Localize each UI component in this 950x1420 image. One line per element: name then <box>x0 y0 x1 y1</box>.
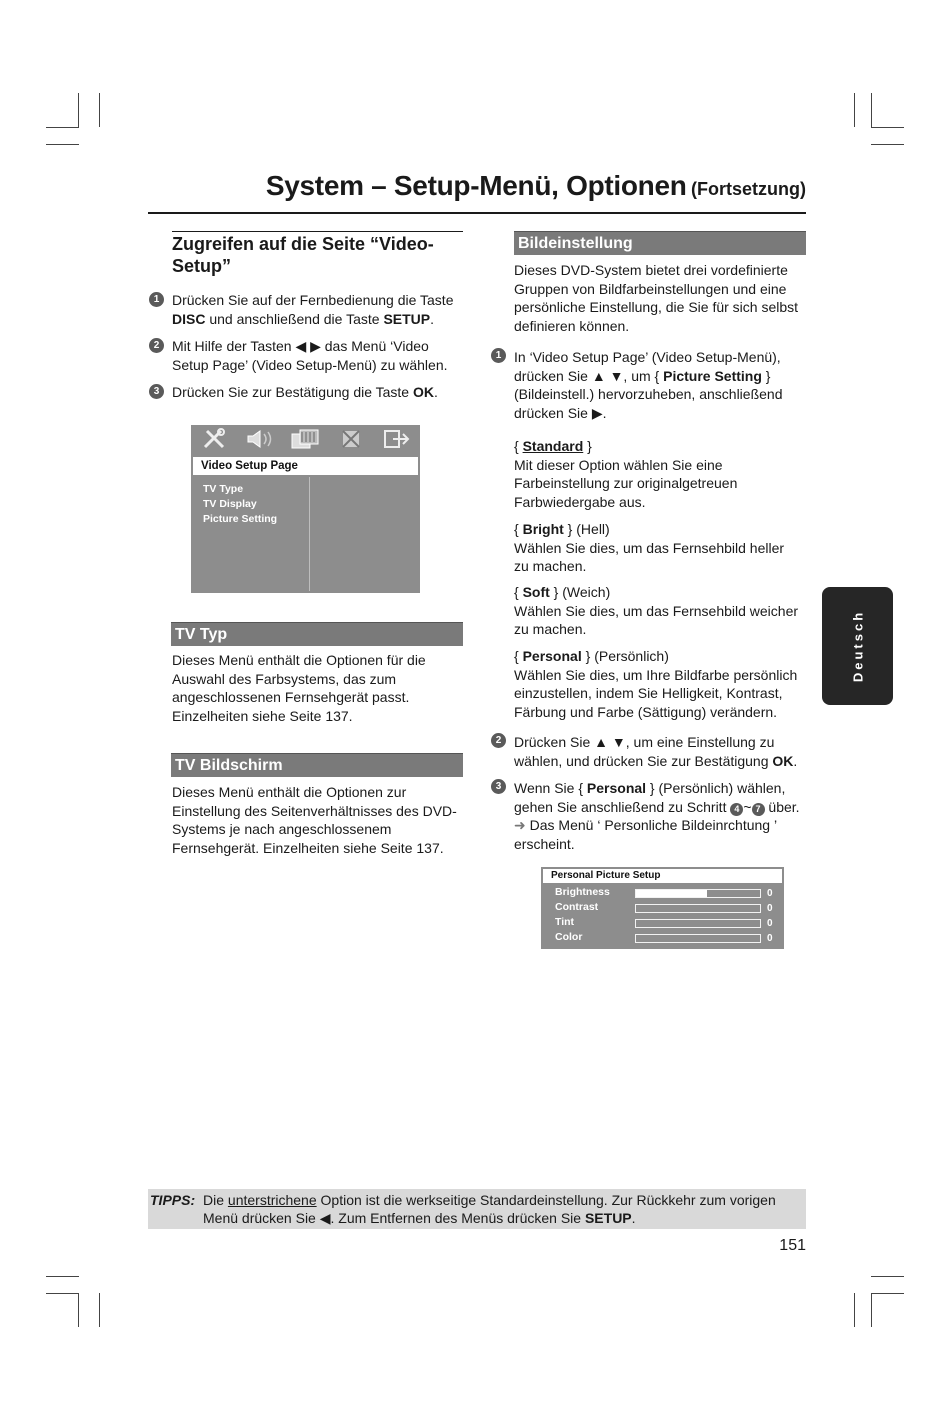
brightness-slider[interactable] <box>635 889 761 898</box>
step-text: Mit Hilfe der Tasten ◀ ▶ das Menü ‘Video Setup Page’ (Video Setup-Menü) zu wählen. <box>172 338 448 373</box>
step-text: Drücken Sie ▲ ▼, um eine Einstellung zu wählen, und drücken Sie zur Bestätigung OK. <box>514 734 798 769</box>
osd-row-label: Tint <box>555 916 575 928</box>
slider-fill <box>636 890 707 897</box>
option-personal: { Personal } (Persönlich) Wählen Sie dies, um Ihre Bildfarbe persönlich einzustellen, indem Sie Helligkeit, Kontrast, Färbung und Farbe (Sättigung) verändern. <box>514 648 798 720</box>
crop-mark <box>871 93 872 127</box>
crop-mark <box>871 1276 904 1277</box>
crop-mark <box>871 144 904 145</box>
tips-label: TIPPS: <box>150 1192 196 1208</box>
step-text: Drücken Sie zur Bestätigung die Taste OK. <box>172 384 438 400</box>
option-standard: { Standard } Mit dieser Option wählen Sie eine Farbeinstellung zur originalgetreuen Farbwiedergabe aus. <box>514 438 738 510</box>
step-number: 2 <box>491 733 506 748</box>
tv-bildschirm-heading: TV Bildschirm <box>171 753 463 777</box>
language-tab <box>822 587 893 705</box>
language-tab-label: Deutsch <box>850 609 865 683</box>
bildeinstellung-heading: Bildeinstellung <box>514 231 806 255</box>
step-text: Wenn Sie { Personal } (Persönlich) wählen, gehen Sie anschließend zu Schritt 4 ~ 7 über. ➜ Das Menü ‘ Personliche Bildeinrchtung ’ erscheint. <box>514 780 800 852</box>
title-main: System – Setup-Menü, Optionen <box>265 170 687 201</box>
access-heading-rule <box>172 231 463 232</box>
crop-mark <box>854 1293 855 1327</box>
crop-mark <box>46 127 79 128</box>
option-soft: { Soft } (Weich) Wählen Sie dies, um das Fernsehbild weicher zu machen. <box>514 584 799 637</box>
tools-icon <box>198 428 230 455</box>
osd-menu-item[interactable]: Picture Setting <box>203 513 278 525</box>
osd-row-label: Brightness <box>555 886 610 898</box>
crop-mark <box>99 1293 100 1327</box>
osd-icon-bar <box>191 425 420 457</box>
tv-typ-heading: TV Typ <box>171 622 463 646</box>
step-number: 3 <box>149 384 164 399</box>
color-slider[interactable] <box>635 934 761 943</box>
exit-icon <box>381 428 413 455</box>
osd-header: Video Setup Page <box>193 457 418 475</box>
contrast-slider[interactable] <box>635 904 761 913</box>
crop-mark <box>46 1293 79 1294</box>
access-heading: Zugreifen auf die Seite “Video-Setup” <box>172 234 434 276</box>
crop-mark <box>854 93 855 127</box>
osd-row-value: 0 <box>767 933 773 944</box>
video-setup-osd <box>191 425 420 593</box>
step-number: 3 <box>491 779 506 794</box>
tv-typ-body: Dieses Menü enthält die Optionen für die Auswahl des Farbsystems, das zum angeschlossenen Fernsehgerät passt. Einzelheiten siehe Seite 137. <box>172 652 426 724</box>
bildeinstellung-intro: Dieses DVD-System bietet drei vordefinierte Gruppen von Bildfarbeinstellungen und eine persönliche Einstellung, die Sie für sich selbst definieren können. <box>514 262 799 334</box>
page-number: 151 <box>779 1237 806 1254</box>
osd-menu-item[interactable]: TV Type <box>203 483 244 495</box>
osd-divider <box>309 477 310 591</box>
crop-mark <box>99 93 100 127</box>
tv-bildschirm-body: Dieses Menü enthält die Optionen zur Einstellung des Seitenverhältnisses des DVD-Systems je nach angeschlossenem Fernsehgerät. Einzelheiten siehe Seite 137. <box>172 784 457 856</box>
osd-row-label: Contrast <box>555 901 599 913</box>
crop-mark <box>871 127 904 128</box>
osd-header: Personal Picture Setup <box>543 869 782 883</box>
tint-slider[interactable] <box>635 919 761 928</box>
tips-box <box>148 1189 806 1229</box>
step-text: In ‘Video Setup Page’ (Video Setup-Menü), drücken Sie ▲ ▼, um { Picture Setting } (Bildeinstell.) hervorzuheben, anschließend drücken Sie ▶. <box>514 349 783 421</box>
crop-mark <box>78 93 79 127</box>
osd-menu-item[interactable]: TV Display <box>203 498 257 510</box>
option-bright: { Bright } (Hell) Wählen Sie dies, um das Fernsehbild heller zu machen. <box>514 521 785 574</box>
arrow-icon: ➜ <box>514 817 526 833</box>
preference-icon <box>335 428 367 455</box>
tips-text: Die unterstrichene Option ist die werkseitige Standardeinstellung. Zur Rückkehr zum vorigen Menü drücken Sie ◀. Zum Entfernen des Menüs drücken Sie SETUP. <box>203 1192 776 1226</box>
crop-mark <box>46 1276 79 1277</box>
step-ref: 7 <box>752 803 765 816</box>
crop-mark <box>78 1293 79 1327</box>
step-number: 1 <box>149 292 164 307</box>
video-icon <box>289 428 321 455</box>
osd-row-value: 0 <box>767 888 773 899</box>
step-number: 1 <box>491 348 506 363</box>
osd-row-label: Color <box>555 931 583 943</box>
step-number: 2 <box>149 338 164 353</box>
title-sub: (Fortsetzung) <box>691 179 806 199</box>
speaker-icon <box>244 428 276 455</box>
page-title <box>148 170 806 214</box>
osd-row-value: 0 <box>767 903 773 914</box>
step-text: Drücken Sie auf der Fernbedienung die Taste DISC und anschließend die Taste SETUP. <box>172 292 454 327</box>
step-ref: 4 <box>730 803 743 816</box>
crop-mark <box>871 1293 904 1294</box>
personal-picture-osd <box>541 867 784 949</box>
osd-row-value: 0 <box>767 918 773 929</box>
crop-mark <box>871 1293 872 1327</box>
crop-mark <box>46 144 79 145</box>
